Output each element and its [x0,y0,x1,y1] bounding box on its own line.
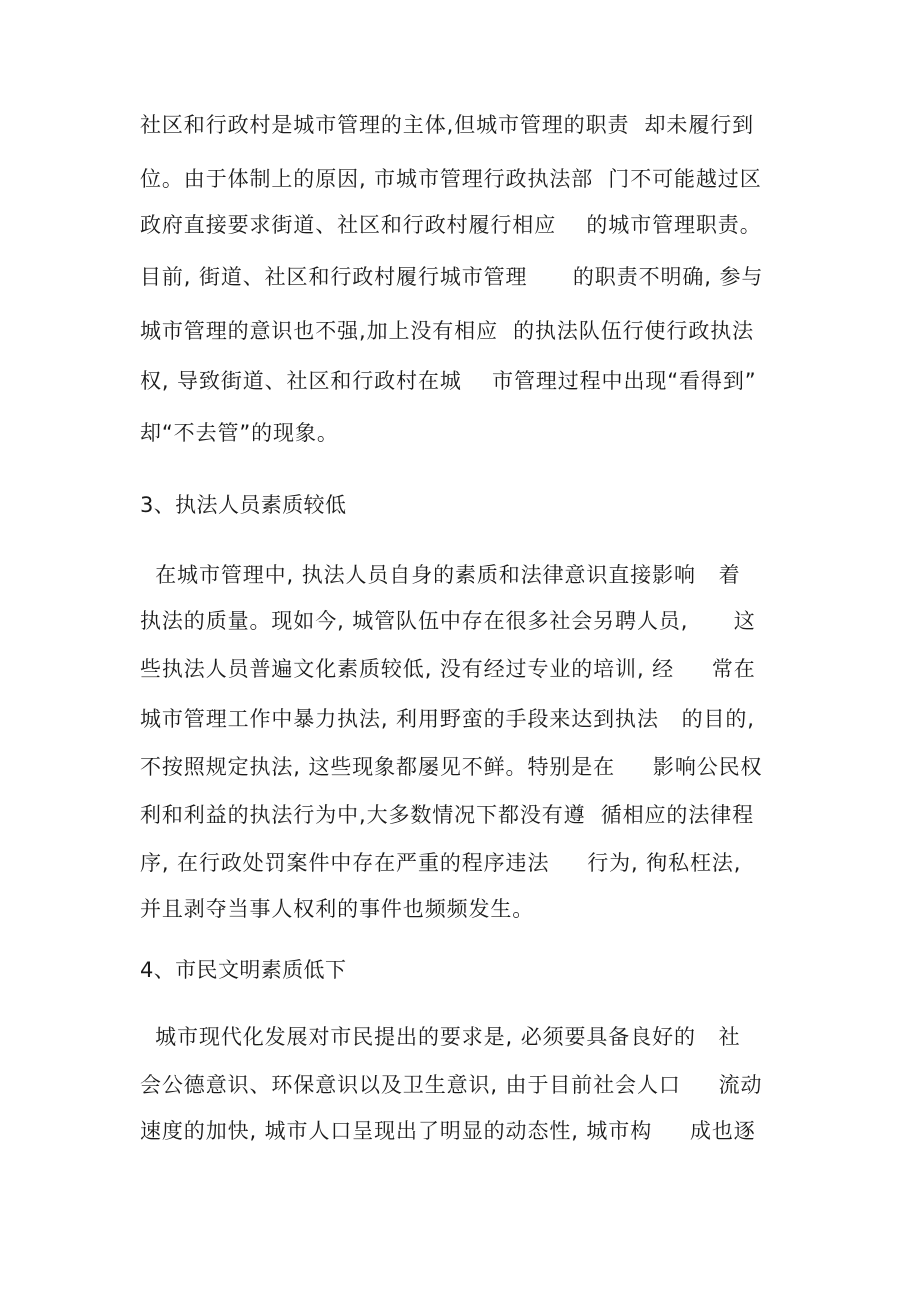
text-line: 执法的质量。现如今, 城管队伍中存在很多社会另聘人员, 这 [140,609,756,633]
text-line: 速度的加快, 城市人口呈现出了明显的动态性, 城市构 成也逐 [140,1119,756,1143]
text-line: 些执法人员普遍文化素质较低, 没有经过专业的培训, 经 常在 [140,657,756,681]
section-heading-4: 4、市民文明素质低下 [140,958,347,982]
section-heading-3: 3、执法人员素质较低 [140,493,347,517]
text-line: 在城市管理中, 执法人员自身的素质和法律意识直接影响 着 [140,563,741,587]
text-line: 社区和行政村是城市管理的主体,但城市管理的职责 却未履行到 [140,113,755,137]
text-line: 政府直接要求街道、社区和行政村履行相应 的城市管理职责。 [140,213,762,237]
text-line: 城市管理工作中暴力执法, 利用野蛮的手段来达到执法 的目的, [140,707,755,731]
text-line: 序, 在行政处罚案件中存在严重的程序违法 行为, 徇私枉法, [140,851,742,875]
text-line: 城市管理的意识也不强,加上没有相应 的执法队伍行使行政执法 [140,319,755,343]
text-line: 利和利益的执法行为中,大多数情况下都没有遵 循相应的法律程 [140,803,755,827]
text-line: 不按照规定执法, 这些现象都屡见不鲜。特别是在 影响公民权 [140,755,763,779]
text-line: 权, 导致街道、社区和行政村在城 市管理过程中出现“看得到” [140,369,757,393]
text-line: 并且剥夺当事人权利的事件也频频发生。 [140,897,535,921]
text-line: 却“不去管”的现象。 [140,421,339,445]
text-line: 位。由于体制上的原因, 市城市管理行政执法部 门不可能越过区 [140,167,762,191]
text-line: 城市现代化发展对市民提出的要求是, 必须要具备良好的 社 [140,1025,741,1049]
text-line: 会公德意识、环保意识以及卫生意识, 由于目前社会人口 流动 [140,1073,763,1097]
text-line: 目前, 街道、社区和行政村履行城市管理 的职责不明确, 参与 [140,265,764,289]
